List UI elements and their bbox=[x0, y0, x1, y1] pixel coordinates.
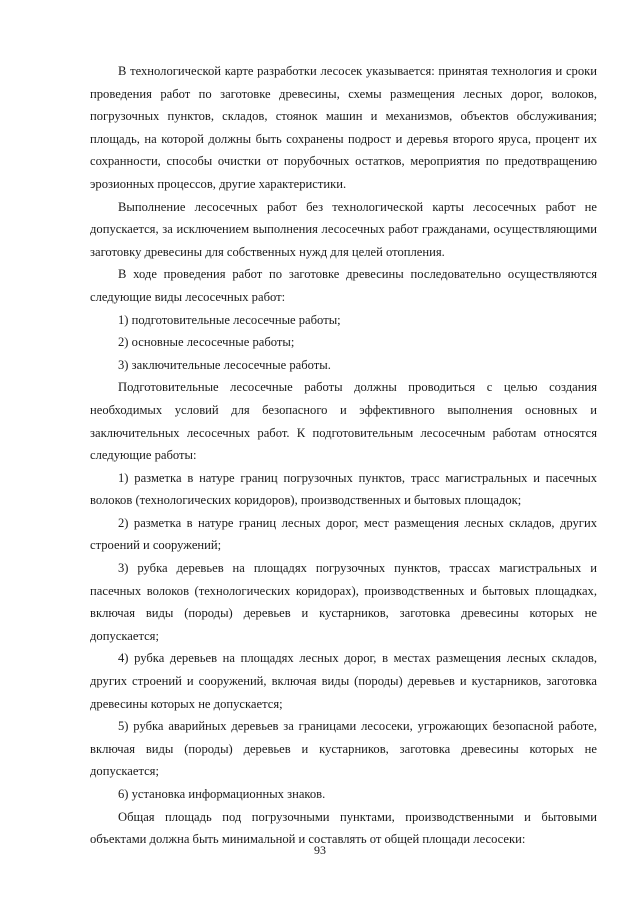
list-item-marking-loading-points: 1) разметка в натуре границ погрузочных пунктов, трасс магистральных и пасечных волоков (технологических коридоров), производственных и бытовых площадок; bbox=[90, 470, 597, 508]
body-text bbox=[90, 60, 597, 851]
list-item-felling-forest-roads: 4) рубка деревьев на площадях лесных дорог, в местах размещения лесных складов, других строений и сооружений, включая виды (породы) деревьев и кустарников, заготовка древесины которых не допускается; bbox=[90, 651, 597, 711]
paragraph-no-work-without-map: Выполнение лесосечных работ без технологической карты лесосечных работ не допускается, за исключением выполнения лесосечных работ гражданами, осуществляющими заготовку древесины для собственных нужд для целей отопления. bbox=[90, 199, 597, 259]
list-item-felling-hazard-trees: 5) рубка аварийных деревьев за границами лесосеки, угрожающих безопасной работе, включая виды (породы) деревьев и кустарников, заготовка древесины которых не допускается; bbox=[90, 719, 597, 779]
list-item-felling-loading-points: 3) рубка деревьев на площадях погрузочных пунктов, трассах магистральных и пасечных волоков (технологических коридорах), производственных и бытовых площадках, включая виды (породы) деревьев и кустарников, заготовка древесины которых не допускается; bbox=[90, 561, 597, 643]
paragraph-work-types-intro: В ходе проведения работ по заготовке древесины последовательно осуществляются следующие виды лесосечных работ: bbox=[90, 267, 597, 304]
page-number: 93 bbox=[314, 843, 326, 857]
list-item-main: 2) основные лесосечные работы; bbox=[118, 335, 295, 350]
paragraph-total-area: Общая площадь под погрузочными пунктами, производственными и бытовыми объектами должна быть минимальной и составлять от общей площади лесосеки: bbox=[90, 809, 597, 847]
list-item-preparatory: 1) подготовительные лесосечные работы; bbox=[118, 312, 341, 327]
paragraph-tech-map: В технологической карте разработки лесосек указывается: принятая технология и сроки проведения работ по заготовке древесины, схемы размещения лесных дорог, волоков, погрузочных пунктов, складов, стоянок машин и механизмов, объектов обслуживания; площадь, на которой должны быть сохранены подрост и деревья второго яруса, процент их сохранности, способы очистки от порубочных остатков, мероприятия по предотвращению эрозионных процессов, другие характеристики. bbox=[90, 64, 597, 191]
list-item-info-signs: 6) установка информационных знаков. bbox=[118, 787, 326, 801]
list-item-final: 3) заключительные лесосечные работы. bbox=[118, 357, 331, 372]
paragraph-preparatory-works: Подготовительные лесосечные работы должны проводиться с целью создания необходимых условий для безопасного и эффективного выполнения основных и заключительных лесосечных работ. К подготовительным лесосечным работам относятся следующие работы: bbox=[90, 380, 597, 463]
list-item-marking-forest-roads: 2) разметка в натуре границ лесных дорог, мест размещения лесных складов, других строений и сооружений; bbox=[90, 515, 597, 553]
